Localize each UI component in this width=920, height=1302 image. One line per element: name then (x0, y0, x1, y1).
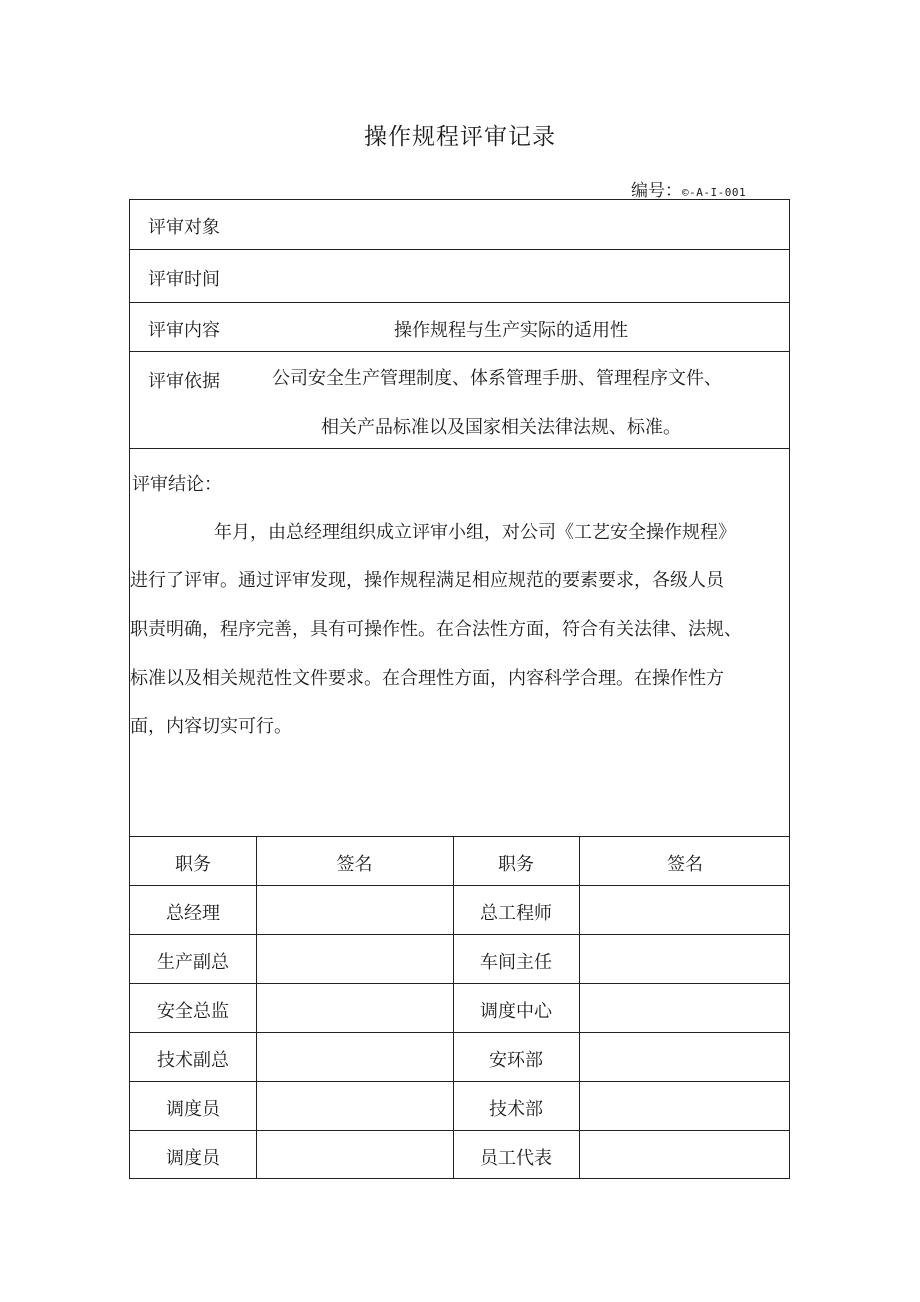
row-divider (130, 351, 789, 352)
row-divider (130, 934, 789, 935)
row-divider (130, 249, 789, 250)
row-divider (130, 885, 789, 886)
conclusion-line: 面，内容切实可行。 (130, 716, 292, 737)
position-cell: 总工程师 (480, 903, 552, 924)
header-position: 职务 (498, 854, 534, 875)
review-content-label: 评审内容 (148, 320, 220, 341)
review-basis-line-2: 相关产品标准以及国家相关法律法规、标准。 (321, 417, 681, 438)
review-basis-line-1: 公司安全生产管理制度、体系管理手册、管理程序文件、 (272, 368, 722, 389)
row-divider (130, 302, 789, 303)
review-object-label: 评审对象 (148, 217, 220, 238)
position-cell: 技术部 (489, 1099, 543, 1120)
review-basis-label: 评审依据 (148, 371, 220, 392)
document-code (631, 176, 746, 201)
position-cell: 技术副总 (157, 1050, 229, 1071)
review-content-value: 操作规程与生产实际的适用性 (394, 320, 628, 341)
position-cell: 车间主任 (480, 952, 552, 973)
position-cell: 生产副总 (157, 952, 229, 973)
row-divider (130, 1032, 789, 1033)
row-divider (130, 1130, 789, 1131)
position-cell: 员工代表 (480, 1148, 552, 1169)
position-cell: 总经理 (166, 903, 220, 924)
position-cell: 调度员 (166, 1099, 220, 1120)
position-cell: 调度员 (166, 1148, 220, 1169)
position-cell: 调度中心 (480, 1001, 552, 1022)
conclusion-line: 年月，由总经理组织成立评审小组，对公司《工艺安全操作规程》 (214, 522, 736, 543)
position-cell: 安环部 (489, 1050, 543, 1071)
conclusion-line: 职责明确，程序完善，具有可操作性。在合法性方面，符合有关法律、法规、 (130, 619, 742, 640)
row-divider (130, 448, 789, 449)
document-code-value: ©-A-I-001 (682, 186, 747, 199)
row-divider (130, 836, 789, 837)
document-code-label: 编号： (631, 181, 682, 201)
column-divider (579, 836, 580, 1179)
review-time-label: 评审时间 (148, 269, 220, 290)
header-position: 职务 (175, 854, 211, 875)
position-cell: 安全总监 (157, 1001, 229, 1022)
conclusion-line: 标准以及相关规范性文件要求。在合理性方面，内容科学合理。在操作性方 (130, 668, 724, 689)
row-divider (130, 1081, 789, 1082)
column-divider (256, 836, 257, 1179)
conclusion-line: 进行了评审。通过评审发现，操作规程满足相应规范的要素要求，各级人员 (130, 570, 724, 591)
header-signature: 签名 (336, 854, 373, 875)
conclusion-label: 评审结论： (132, 474, 222, 495)
header-signature: 签名 (667, 854, 703, 875)
row-divider (130, 983, 789, 984)
review-form (129, 199, 790, 1179)
page-title: 操作规程评审记录 (364, 124, 556, 150)
